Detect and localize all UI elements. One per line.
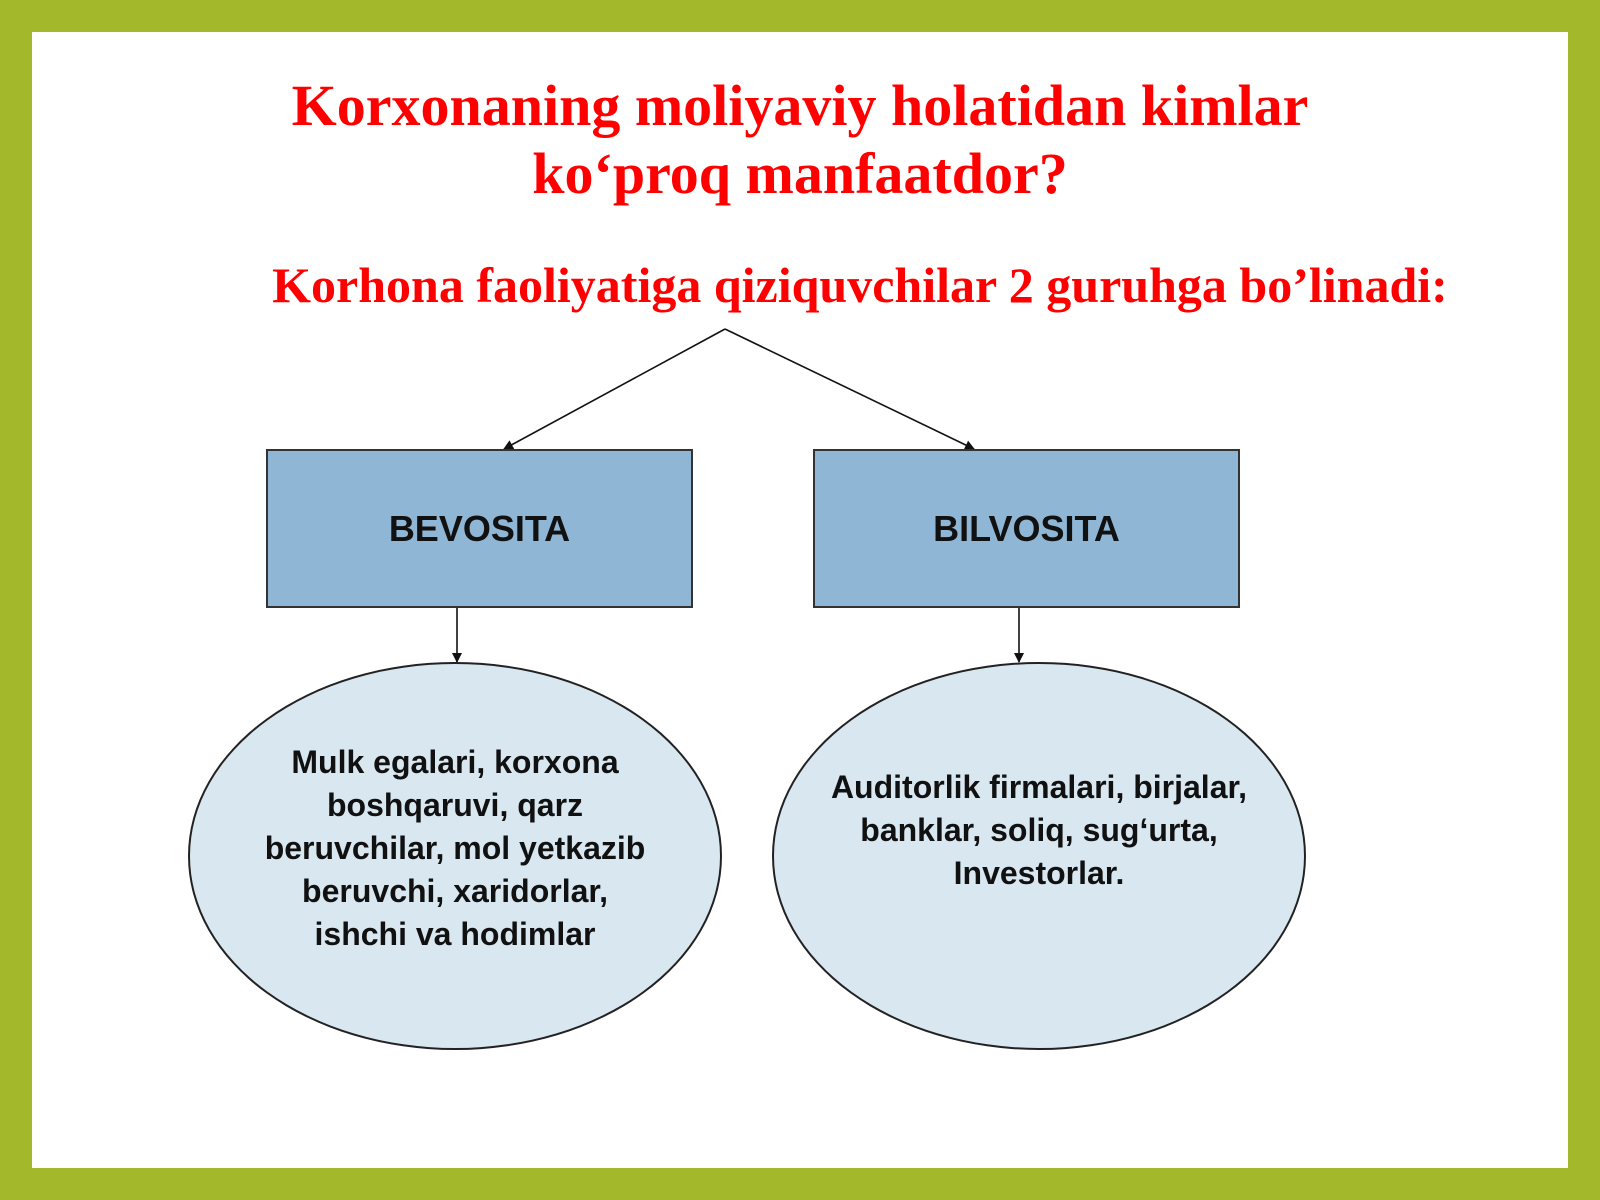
- group-label-bilvosita: BILVOSITA: [933, 507, 1120, 549]
- members-text-bilvosita: Auditorlik firmalari, birjalar, banklar, soliq, sug‘urta, Investorlar.: [830, 768, 1248, 891]
- arrow-to-bevosita: [504, 329, 725, 449]
- title-line-1: Korxonaning moliyaviy holatidan kimlar: [291, 73, 1309, 138]
- connector-arrows: [32, 32, 1568, 1168]
- slide: [32, 32, 1568, 1168]
- members-ellipse-bilvosita: [772, 662, 1306, 1050]
- group-box-bilvosita: [813, 449, 1240, 608]
- members-text-bevosita: Mulk egalari, korxona boshqaruvi, qarz beruvchilar, mol yetkazib beruvchi, xaridorlar, ishchi va hodimlar: [264, 743, 646, 952]
- members-ellipse-bevosita: [188, 662, 722, 1050]
- group-label-bevosita: BEVOSITA: [388, 507, 571, 549]
- slide-subtitle: Korhona faoliyatiga qiziquvchilar 2 guruhga bo’linadi:: [272, 257, 1448, 313]
- arrow-to-bilvosita: [725, 329, 974, 449]
- group-box-bevosita: [266, 449, 693, 608]
- title-line-2: ko‘proq manfaatdor?: [532, 141, 1068, 206]
